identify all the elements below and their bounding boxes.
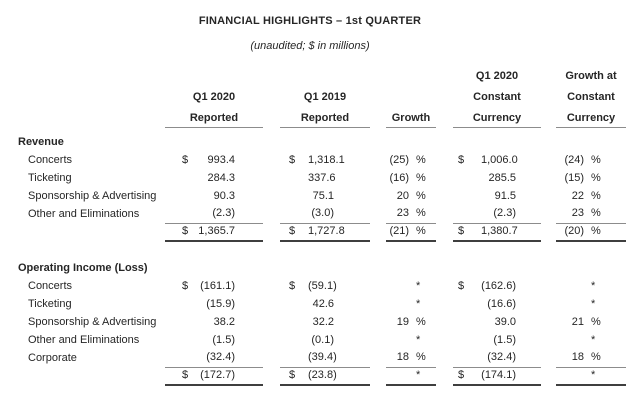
page-subtitle: (unaudited; $ in millions) <box>250 40 370 52</box>
column-gap <box>263 169 280 187</box>
column-header-cell: Constant <box>567 91 615 103</box>
column-gap <box>541 331 556 349</box>
growth-value: 19 <box>396 315 409 328</box>
column-header-cell <box>386 64 436 85</box>
dollar-sign <box>453 295 481 313</box>
percent-sign: % <box>411 205 436 223</box>
dollar-sign: $ <box>182 153 189 166</box>
column-gap <box>263 331 280 349</box>
percent-sign: % <box>416 189 426 202</box>
table-row <box>16 349 626 367</box>
header-label-spacer <box>16 85 165 106</box>
amount-value: (3.0) <box>308 205 370 223</box>
header-label-spacer <box>16 64 165 85</box>
growth-value: 18 <box>556 349 584 367</box>
column-header-cell: Growth <box>386 106 436 127</box>
column-header-cell: Currency <box>453 106 541 127</box>
percent-sign: * <box>411 367 436 385</box>
amount-value: (16.6) <box>487 297 517 310</box>
percent-sign: * <box>591 297 596 310</box>
column-header-cell: Growth at <box>565 70 617 82</box>
section-gap-row-cell <box>16 241 626 259</box>
growth-value: 21 <box>571 315 585 328</box>
column-gap <box>263 223 280 241</box>
dollar-sign: $ <box>182 279 189 292</box>
column-gap <box>263 64 280 85</box>
amount-value: (32.4) <box>193 349 263 367</box>
dollar-sign <box>165 205 193 223</box>
column-gap <box>370 367 386 385</box>
row-label: Concerts <box>28 153 73 166</box>
column-gap <box>370 205 386 223</box>
amount-value: 38.2 <box>213 315 235 328</box>
table-row <box>16 277 626 295</box>
row-label: Sponsorship & Advertising <box>28 315 157 328</box>
column-gap <box>541 223 556 241</box>
header-row-1 <box>16 64 626 85</box>
growth-value <box>386 295 411 313</box>
section-title-row <box>16 133 626 151</box>
column-gap <box>370 64 386 85</box>
percent-sign: * <box>584 367 626 385</box>
amount-value: 993.4 <box>207 153 235 166</box>
dollar-sign: $ <box>453 367 481 385</box>
column-header-cell: Q1 2020 <box>192 91 236 103</box>
column-gap <box>370 277 386 295</box>
amount-value: (15.9) <box>206 297 235 310</box>
amount-value: (1.5) <box>493 333 517 346</box>
dollar-sign <box>165 349 193 367</box>
financial-highlights-table <box>16 64 626 386</box>
growth-value <box>386 331 411 349</box>
column-gap <box>541 85 556 106</box>
dollar-sign: $ <box>289 153 296 166</box>
column-gap <box>370 313 386 331</box>
percent-sign: % <box>591 171 601 184</box>
dollar-sign <box>280 205 308 223</box>
row-label: Concerts <box>28 279 73 292</box>
table-row <box>16 169 626 187</box>
section-gap-row <box>16 241 626 259</box>
table-header <box>16 64 626 127</box>
percent-sign: % <box>584 223 626 241</box>
page-title: FINANCIAL HIGHLIGHTS – 1st QUARTER <box>198 15 422 27</box>
column-gap <box>541 205 556 223</box>
table-row <box>16 331 626 349</box>
column-header-cell <box>280 64 370 85</box>
dollar-sign <box>165 331 193 349</box>
amount-value: 1,318.1 <box>308 153 345 166</box>
column-gap <box>541 187 556 205</box>
dollar-sign: $ <box>289 279 296 292</box>
growth-value: 23 <box>556 205 584 223</box>
column-gap <box>263 106 280 127</box>
percent-sign: % <box>411 349 436 367</box>
column-gap <box>436 151 453 169</box>
percent-sign: * <box>416 297 421 310</box>
amount-value: (2.3) <box>481 205 541 223</box>
column-gap <box>263 367 280 385</box>
section-title-row-cell: Revenue <box>18 135 64 148</box>
percent-sign: * <box>591 333 596 346</box>
growth-value <box>556 277 584 295</box>
growth-value: 18 <box>386 349 411 367</box>
amount-value: 337.6 <box>308 171 336 184</box>
amount-value: 75.1 <box>312 189 334 202</box>
dollar-sign <box>453 313 481 331</box>
growth-value <box>556 367 584 385</box>
column-gap <box>263 277 280 295</box>
column-gap <box>541 151 556 169</box>
growth-value: (15) <box>564 171 585 184</box>
column-gap <box>370 349 386 367</box>
dollar-sign: $ <box>165 223 193 241</box>
percent-sign: % <box>591 153 601 166</box>
percent-sign: % <box>411 223 436 241</box>
row-label: Sponsorship & Advertising <box>28 189 157 202</box>
column-gap <box>370 295 386 313</box>
header-label-spacer <box>16 106 165 127</box>
dollar-sign: $ <box>280 223 308 241</box>
percent-sign: * <box>416 279 421 292</box>
growth-value: 22 <box>571 189 585 202</box>
growth-value <box>556 331 584 349</box>
dollar-sign <box>280 331 308 349</box>
row-label <box>16 223 165 241</box>
row-label: Ticketing <box>28 171 72 184</box>
percent-sign: % <box>416 153 426 166</box>
column-gap <box>436 295 453 313</box>
dollar-sign: $ <box>280 367 308 385</box>
dollar-sign <box>453 331 481 349</box>
amount-value: 32.2 <box>312 315 334 328</box>
table-row <box>16 295 626 313</box>
dollar-sign <box>280 187 308 205</box>
header-row-2 <box>16 85 626 106</box>
amount-value: 284.3 <box>207 171 235 184</box>
column-header-cell: Reported <box>165 106 263 127</box>
column-gap <box>436 169 453 187</box>
growth-value: (24) <box>564 153 585 166</box>
column-gap <box>263 187 280 205</box>
percent-sign: % <box>591 315 601 328</box>
amount-value: (39.4) <box>308 349 370 367</box>
column-gap <box>436 106 453 127</box>
column-gap <box>436 367 453 385</box>
dollar-sign <box>165 295 193 313</box>
column-gap <box>370 187 386 205</box>
growth-value: 23 <box>386 205 411 223</box>
amount-value: 1,365.7 <box>193 223 263 241</box>
section-title-row <box>16 259 626 277</box>
dollar-sign: $ <box>165 367 193 385</box>
column-gap <box>436 331 453 349</box>
amount-value: (1.5) <box>212 333 235 346</box>
column-header-cell <box>165 64 263 85</box>
amount-value: (0.1) <box>311 333 334 346</box>
column-gap <box>541 367 556 385</box>
amount-value: 90.3 <box>213 189 235 202</box>
column-gap <box>541 295 556 313</box>
column-gap <box>263 85 280 106</box>
percent-sign: % <box>416 171 426 184</box>
column-header-cell: Constant <box>473 91 521 103</box>
amount-value: 1,727.8 <box>308 223 370 241</box>
column-gap <box>541 106 556 127</box>
section-title-row-cell: Operating Income (Loss) <box>18 261 148 274</box>
dollar-sign <box>453 169 481 187</box>
dollar-sign <box>280 169 308 187</box>
amount-value: 91.5 <box>494 189 517 202</box>
column-gap <box>263 349 280 367</box>
column-gap <box>263 295 280 313</box>
column-gap <box>436 85 453 106</box>
column-gap <box>436 64 453 85</box>
total-row <box>16 367 626 385</box>
percent-sign: % <box>591 189 601 202</box>
row-label: Ticketing <box>28 297 72 310</box>
amount-value: (161.1) <box>200 279 235 292</box>
growth-value <box>386 367 411 385</box>
column-gap <box>436 277 453 295</box>
amount-value: (162.6) <box>481 279 517 292</box>
growth-value <box>386 277 411 295</box>
header-row-3 <box>16 106 626 127</box>
growth-value <box>556 295 584 313</box>
column-gap <box>370 106 386 127</box>
percent-sign: % <box>416 315 426 328</box>
total-row <box>16 223 626 241</box>
dollar-sign: $ <box>458 279 465 292</box>
column-gap <box>541 64 556 85</box>
column-header-cell: Currency <box>556 106 626 127</box>
column-header-cell: Q1 2020 <box>475 70 519 82</box>
table-row <box>16 313 626 331</box>
column-gap <box>263 151 280 169</box>
table-row <box>16 205 626 223</box>
column-gap <box>436 187 453 205</box>
column-gap <box>541 313 556 331</box>
dollar-sign: $ <box>458 153 465 166</box>
column-gap <box>370 223 386 241</box>
column-header-cell <box>386 85 436 106</box>
column-gap <box>436 313 453 331</box>
table-row <box>16 151 626 169</box>
amount-value: (59.1) <box>308 279 337 292</box>
amount-value: 1,006.0 <box>481 153 518 166</box>
amount-value: 39.0 <box>494 315 517 328</box>
column-gap <box>370 331 386 349</box>
dollar-sign <box>165 187 193 205</box>
amount-value: (174.1) <box>481 367 541 385</box>
dollar-sign: $ <box>453 223 481 241</box>
percent-sign: % <box>584 349 626 367</box>
column-gap <box>436 223 453 241</box>
table-row <box>16 187 626 205</box>
growth-value: (25) <box>389 153 409 166</box>
dollar-sign <box>280 313 308 331</box>
amount-value: (172.7) <box>193 367 263 385</box>
row-label: Other and Eliminations <box>28 207 140 220</box>
amount-value: (23.8) <box>308 367 370 385</box>
column-gap <box>436 205 453 223</box>
table-body <box>16 127 626 385</box>
column-gap <box>541 169 556 187</box>
column-header-cell: Q1 2019 <box>303 91 347 103</box>
document-heading <box>0 0 620 53</box>
amount-value: 42.6 <box>312 297 334 310</box>
dollar-sign <box>453 187 481 205</box>
dollar-sign <box>280 295 308 313</box>
column-gap <box>263 205 280 223</box>
growth-value: (16) <box>389 171 409 184</box>
growth-value: (20) <box>556 223 584 241</box>
column-gap <box>263 313 280 331</box>
dollar-sign <box>165 313 193 331</box>
percent-sign: * <box>591 279 596 292</box>
dollar-sign <box>453 205 481 223</box>
growth-value: 20 <box>396 189 409 202</box>
column-gap <box>436 349 453 367</box>
growth-value: (21) <box>386 223 411 241</box>
dollar-sign <box>165 169 193 187</box>
column-header-cell: Reported <box>280 106 370 127</box>
column-gap <box>541 349 556 367</box>
amount-value: (2.3) <box>193 205 263 223</box>
percent-sign: * <box>416 333 421 346</box>
row-label: Other and Eliminations <box>28 333 140 346</box>
amount-value: 285.5 <box>488 171 517 184</box>
column-gap <box>541 277 556 295</box>
column-gap <box>370 85 386 106</box>
amount-value: 1,380.7 <box>481 223 541 241</box>
column-gap <box>370 151 386 169</box>
amount-value: (32.4) <box>481 349 541 367</box>
dollar-sign <box>453 349 481 367</box>
column-gap <box>370 169 386 187</box>
row-label <box>16 367 165 385</box>
row-label: Corporate <box>28 351 77 364</box>
dollar-sign <box>280 349 308 367</box>
percent-sign: % <box>584 205 626 223</box>
